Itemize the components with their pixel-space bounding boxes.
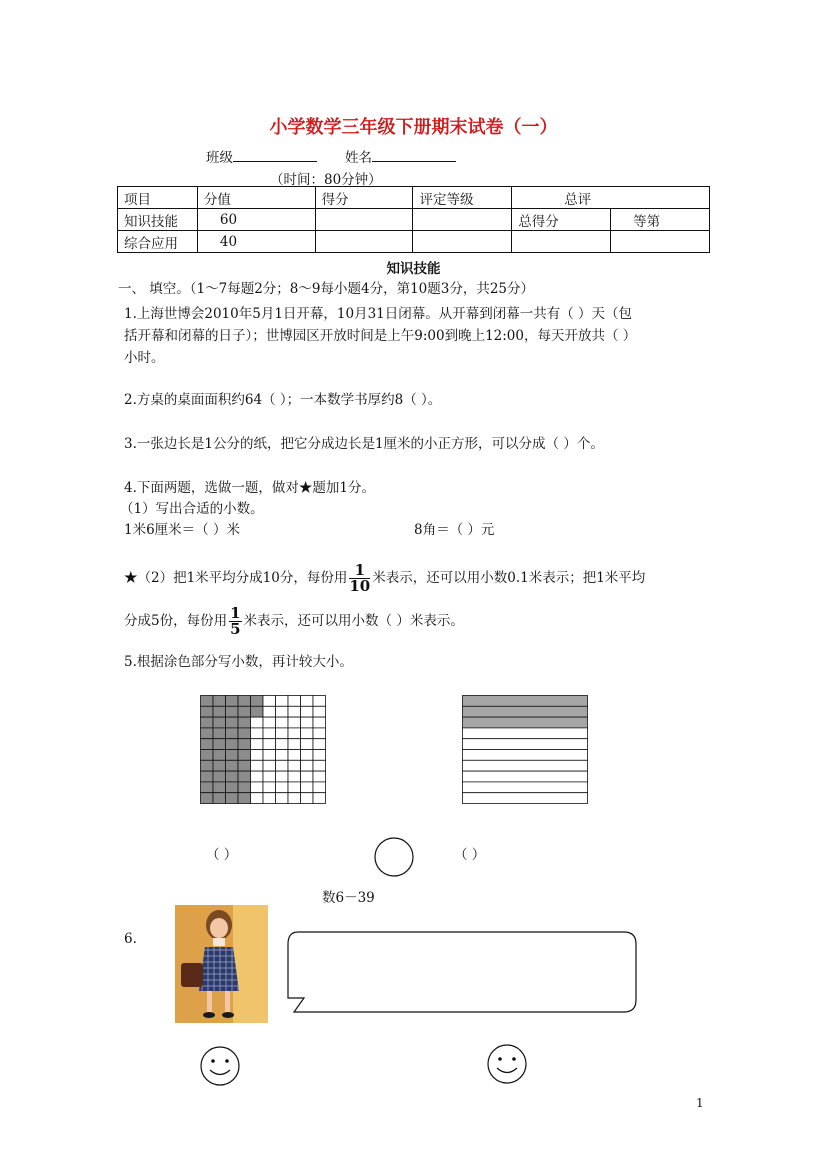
grid-cell xyxy=(263,739,276,750)
strip-row xyxy=(463,793,588,804)
grid-cell xyxy=(276,696,289,707)
grid-cell-shaded xyxy=(201,750,214,761)
grid-cell xyxy=(288,706,301,717)
q4-item-b: 8角＝（ ）元 xyxy=(414,522,495,538)
compare-circle[interactable] xyxy=(373,836,415,878)
hundred-grid xyxy=(200,695,327,805)
grid-cell xyxy=(251,793,264,804)
grid-cell xyxy=(263,793,276,804)
q4-sub2-line1 xyxy=(124,563,645,594)
grid-cell-shaded xyxy=(226,760,239,771)
figure-caption: 数6－39 xyxy=(322,890,375,906)
grid-cell xyxy=(288,717,301,728)
grid-cell xyxy=(251,750,264,761)
table-header-row xyxy=(118,187,710,209)
grid-cell xyxy=(263,696,276,707)
smiley-icon xyxy=(199,1045,241,1087)
grid-cell xyxy=(313,750,326,761)
strip-row xyxy=(463,760,588,771)
strip-row xyxy=(463,728,588,739)
grid-cell-shaded xyxy=(226,728,239,739)
grid-cell xyxy=(313,760,326,771)
grid-cell xyxy=(288,793,301,804)
grid-cell-shaded xyxy=(238,793,251,804)
grid-cell xyxy=(313,706,326,717)
row-item: 综合应用 xyxy=(118,231,198,253)
girl-photo xyxy=(175,905,268,1023)
grid-cell xyxy=(276,739,289,750)
grid-cell xyxy=(288,739,301,750)
grid-cell xyxy=(251,771,264,782)
page-number: 1 xyxy=(696,1096,704,1110)
grid-cell xyxy=(276,728,289,739)
grid-cell xyxy=(301,717,314,728)
row-got xyxy=(315,209,413,231)
q1-line-3: 小时。 xyxy=(124,350,165,366)
q1-line-2: 括开幕和闭幕的日子）；世博园区开放时间是上午9:00到晚上12:00，每天开放共（ ） xyxy=(124,328,637,344)
time-limit: （时间：80分钟） xyxy=(270,172,382,188)
grid-cell xyxy=(313,771,326,782)
q2-text: 2.方桌的桌面面积约64（ ）；一本数学书厚约8（ ）。 xyxy=(124,392,442,408)
class-field xyxy=(206,146,317,166)
strip-row xyxy=(463,782,588,793)
grid-cell-shaded xyxy=(238,750,251,761)
grid-cell xyxy=(301,696,314,707)
grid-cell-shaded xyxy=(213,706,226,717)
grid-cell xyxy=(313,717,326,728)
strip-row xyxy=(463,771,588,782)
q5-text: 5.根据涂色部分写小数，再计较大小。 xyxy=(124,654,353,670)
grid-cell xyxy=(251,782,264,793)
grid-cell-shaded xyxy=(238,782,251,793)
grid-cell-shaded xyxy=(213,771,226,782)
q4-sub2-d: 米表示，还可以用小数（ ）米表示。 xyxy=(243,613,464,629)
grid-cell xyxy=(263,717,276,728)
grid-cell-shaded xyxy=(226,739,239,750)
grid-cell xyxy=(301,750,314,761)
grid-cell xyxy=(276,782,289,793)
grid-cell-shaded xyxy=(201,717,214,728)
total-label: 总得分 xyxy=(512,209,611,231)
strip-row xyxy=(463,750,588,761)
header-overall: 总评 xyxy=(512,187,710,209)
grid-cell-shaded xyxy=(238,760,251,771)
class-blank xyxy=(233,149,317,162)
grid-cell xyxy=(288,728,301,739)
strip-row-shaded xyxy=(463,706,588,717)
part1-heading: 一、 填空。（1～7每题2分；8～9每小题4分，第10题3分，共25分） xyxy=(118,281,535,297)
grid-cell xyxy=(313,696,326,707)
grid-cell xyxy=(313,782,326,793)
score-table xyxy=(117,186,710,253)
q6-label: 6. xyxy=(124,931,137,947)
grid-cell xyxy=(288,696,301,707)
grid-cell xyxy=(276,771,289,782)
grid-cell xyxy=(301,728,314,739)
grid-cell xyxy=(313,739,326,750)
row-score: 60 xyxy=(197,209,315,231)
header-item: 项目 xyxy=(118,187,198,209)
name-blank xyxy=(372,149,456,162)
header-got: 得分 xyxy=(315,187,413,209)
q4-sub2-b: 米表示，还可以用小数0.1米表示；把1米平均 xyxy=(372,570,646,586)
grid-cell-shaded xyxy=(213,782,226,793)
section-title: 知识技能 xyxy=(386,261,441,277)
smiley-icon xyxy=(486,1043,528,1085)
answer-left[interactable]: （ ） xyxy=(206,847,238,863)
grid-cell xyxy=(288,750,301,761)
header-rating: 评定等级 xyxy=(413,187,512,209)
grid-cell-shaded xyxy=(213,760,226,771)
q4-sub2-line2 xyxy=(124,606,464,637)
name-field xyxy=(345,146,456,166)
grid-cell xyxy=(263,782,276,793)
grid-cell xyxy=(251,739,264,750)
grid-cell xyxy=(288,782,301,793)
grid-cell-shaded xyxy=(251,706,264,717)
tenth-strip xyxy=(462,695,589,805)
answer-right[interactable]: （ ） xyxy=(454,847,486,863)
fraction-numerator: 1 xyxy=(349,563,370,579)
fraction-denominator: 5 xyxy=(230,620,241,638)
grid-cell xyxy=(263,706,276,717)
grade-label: 等第 xyxy=(611,209,710,231)
name-label: 姓名 xyxy=(345,150,372,166)
grid-cell-shaded xyxy=(201,793,214,804)
q1-line-1: 1.上海世博会2010年5月1日开幕，10月31日闭幕。从开幕到闭幕一共有（ ）天（包 xyxy=(124,306,633,322)
strip-row xyxy=(463,739,588,750)
row-rating xyxy=(413,209,512,231)
grid-cell xyxy=(301,793,314,804)
grid-cell xyxy=(301,782,314,793)
grid-cell xyxy=(301,771,314,782)
grid-cell-shaded xyxy=(213,728,226,739)
grid-cell xyxy=(263,771,276,782)
grid-cell-shaded xyxy=(251,696,264,707)
speech-bubble[interactable] xyxy=(284,928,640,1016)
girl-illustration xyxy=(175,905,268,1023)
grid-cell xyxy=(301,739,314,750)
grid-cell-shaded xyxy=(213,696,226,707)
row-score: 40 xyxy=(197,231,315,253)
grid-cell-shaded xyxy=(226,696,239,707)
grid-cell xyxy=(276,706,289,717)
q4-intro: 4.下面两题，选做一题，做对★题加1分。 xyxy=(124,480,375,496)
grid-cell-shaded xyxy=(201,728,214,739)
grid-cell-shaded xyxy=(226,771,239,782)
grid-cell-shaded xyxy=(226,782,239,793)
row-item: 知识技能 xyxy=(118,209,198,231)
strip-row-shaded xyxy=(463,696,588,707)
grid-cell-shaded xyxy=(226,793,239,804)
row-total xyxy=(512,231,611,253)
fraction-one-tenth xyxy=(349,563,370,594)
q3-text: 3.一张边长是1公分的纸，把它分成边长是1厘米的小正方形，可以分成（ ）个。 xyxy=(124,436,604,452)
fraction-one-fifth xyxy=(229,606,241,637)
grid-cell xyxy=(251,717,264,728)
grid-cell xyxy=(276,760,289,771)
grid-cell-shaded xyxy=(213,793,226,804)
row-got xyxy=(315,231,413,253)
grid-cell xyxy=(276,750,289,761)
strip-row-shaded xyxy=(463,717,588,728)
grid-cell xyxy=(313,793,326,804)
row-rating xyxy=(413,231,512,253)
grid-cell xyxy=(288,771,301,782)
grid-cell xyxy=(263,760,276,771)
grid-cell xyxy=(276,793,289,804)
grid-cell-shaded xyxy=(213,717,226,728)
grid-cell xyxy=(263,728,276,739)
grid-cell-shaded xyxy=(201,696,214,707)
fraction-denominator: 10 xyxy=(349,577,371,595)
grid-cell-shaded xyxy=(238,771,251,782)
grid-cell-shaded xyxy=(201,771,214,782)
grid-cell-shaded xyxy=(238,717,251,728)
q4-sub2-c: 分成5份，每份用 xyxy=(124,613,228,629)
table-row xyxy=(118,231,710,253)
grid-cell-shaded xyxy=(201,739,214,750)
grid-cell xyxy=(301,706,314,717)
q4-item-a: 1米6厘米＝（ ）米 xyxy=(124,522,240,538)
class-label: 班级 xyxy=(206,150,233,166)
grid-cell-shaded xyxy=(213,739,226,750)
row-grade xyxy=(611,231,710,253)
table-row xyxy=(118,209,710,231)
grid-cell xyxy=(288,760,301,771)
q4-sub2-a: ★（2）把1米平均分成10分，每份用 xyxy=(124,570,348,586)
grid-cell xyxy=(313,728,326,739)
grid-cell-shaded xyxy=(226,750,239,761)
grid-cell xyxy=(276,717,289,728)
grid-cell-shaded xyxy=(201,706,214,717)
page-title: 小学数学三年级下册期末试卷（一） xyxy=(269,117,558,138)
fraction-numerator: 1 xyxy=(230,604,241,622)
q4-sub1: （1）写出合适的小数。 xyxy=(120,501,264,517)
grid-cell-shaded xyxy=(238,728,251,739)
grid-cell-shaded xyxy=(201,782,214,793)
grid-cell-shaded xyxy=(238,696,251,707)
header-score: 分值 xyxy=(197,187,315,209)
grid-cell-shaded xyxy=(213,750,226,761)
grid-cell xyxy=(251,760,264,771)
grid-cell xyxy=(301,760,314,771)
grid-cell-shaded xyxy=(226,717,239,728)
grid-cell-shaded xyxy=(226,706,239,717)
grid-cell xyxy=(251,728,264,739)
grid-cell-shaded xyxy=(238,706,251,717)
grid-cell xyxy=(263,750,276,761)
grid-cell-shaded xyxy=(238,739,251,750)
grid-cell-shaded xyxy=(201,760,214,771)
